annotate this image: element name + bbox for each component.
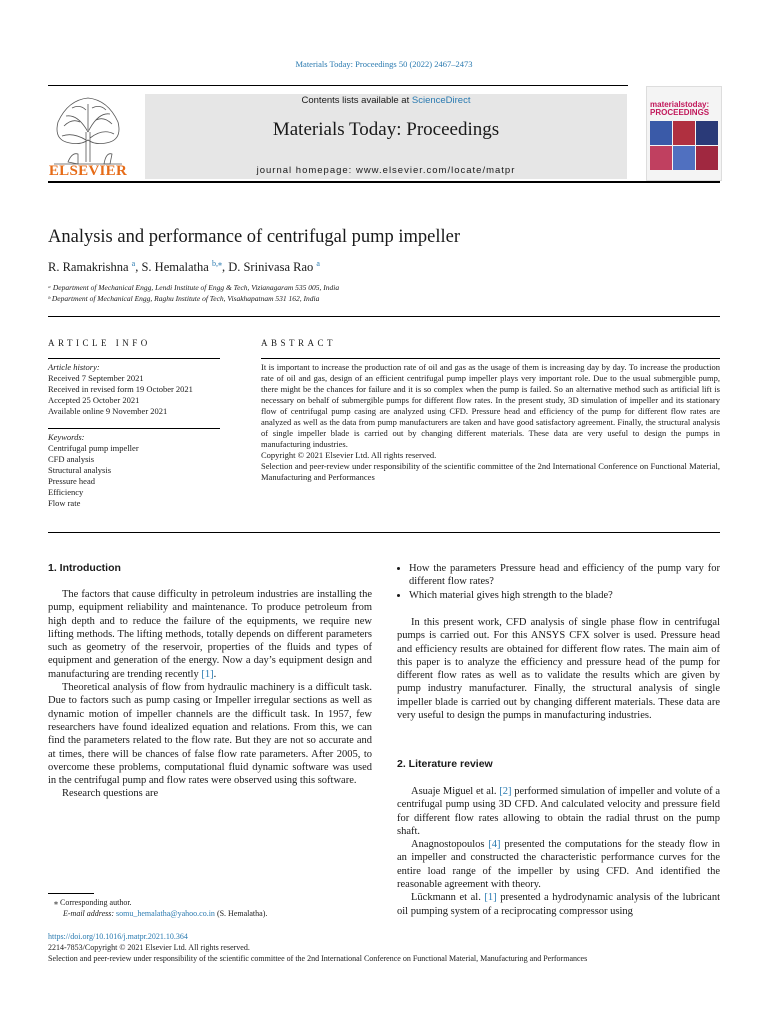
affiliation: ᵃ Department of Mechanical Engg, Lendi Institute of Engg & Tech, Vizianagaram 535 005, India <box>48 283 340 292</box>
text: Lückmann et al. <box>411 892 485 904</box>
divider <box>261 358 720 359</box>
text: presented a hydrodynamic analysis of the lubricant oil pumping system of a reciprocating compressor using <box>397 892 720 917</box>
header-divider <box>48 181 720 183</box>
sciencedirect-link[interactable]: ScienceDirect <box>411 95 471 106</box>
citation-link[interactable]: [2] <box>499 786 512 797</box>
keyword: Centrifugal pump impeller <box>48 443 139 453</box>
paragraph: Research questions are <box>62 788 159 800</box>
section-heading-literature-review: 2. Literature review <box>397 758 493 770</box>
journal-homepage[interactable]: journal homepage: www.elsevier.com/locate/matpr <box>256 165 516 176</box>
introduction-body <box>48 588 372 801</box>
affiliation: ᵇ Department of Mechanical Engg, Raghu Institute of Tech, Visakhapatnam 531 162, India <box>48 294 320 303</box>
journal-cover-thumbnail[interactable] <box>646 86 722 181</box>
journal-reference-link[interactable]: Materials Today: Proceedings 50 (2022) 2467–2473 <box>295 59 473 69</box>
history-item: Received in revised form 19 October 2021 <box>48 384 193 394</box>
author-affiliation-mark[interactable]: a <box>316 259 320 268</box>
email-label: E-mail address: <box>63 909 117 918</box>
keyword: Pressure head <box>48 476 95 486</box>
author-name: S. Hemalatha <box>141 260 209 275</box>
paragraph: Theoretical analysis of flow from hydraulic machinery is a difficult task. Due to factors such as pump casing or Impeller irregular sections as well as dynamic motion of impeller channels are the difficult task. In 1957, few researchers have found idealized equation and relations. From this, we can find the parameters related to the flow rate. But they are not so accurate and at times, there will be chances of false flow rate parameters. After 2005, to overcome these problems, computational fluid dynamic software was used in the centrifugal pump and flow rates were observed using this software. <box>48 682 372 787</box>
history-item: Available online 9 November 2021 <box>48 406 168 416</box>
email-link[interactable]: somu_hemalatha@yahoo.co.in <box>116 909 215 918</box>
history-label: Article history: <box>48 362 100 372</box>
citation-link[interactable]: [1] <box>484 892 497 904</box>
article-history <box>48 362 228 417</box>
elsevier-wordmark: ELSEVIER <box>48 163 128 179</box>
author-list: R. Ramakrishna $^a$, S. Hemalatha $^{b,⁎}$, D. Srinivasa Rao $^a$ <box>48 259 320 275</box>
author-affiliation-mark[interactable]: b,⁎ <box>211 259 222 268</box>
footnote-rule <box>48 893 94 894</box>
text: Anagnostopoulos <box>411 839 489 851</box>
text: performed simulation of impeller and volute of a centrifugal pump using 3D CFD. And calculated velocity and pressure field for different flow rates allowing to obtain the radial thrust on the pump shaft. <box>397 786 720 837</box>
paragraph <box>397 838 720 891</box>
cover-title: materialstoday: PROCEEDINGS <box>650 100 710 117</box>
peer-review-note: Selection and peer-review under responsibility of the scientific committee of the 2nd International Conference on Functional Material, Manufacturing and Performances <box>48 954 588 963</box>
title-divider <box>48 316 720 317</box>
front-matter-divider <box>48 532 720 533</box>
article-info-heading: ARTICLE INFO <box>48 338 151 348</box>
list-item: • How the parameters Pressure head and efficiency of the pump vary for different flow rates? <box>409 562 720 589</box>
history-item: Received 7 September 2021 <box>48 373 144 383</box>
paper-title: Analysis and performance of centrifugal pump impeller <box>48 227 460 247</box>
paragraph <box>397 785 720 838</box>
paragraph: In this present work, CFD analysis of single phase flow in centrifugal pumps is carried out. For this ANSYS CFX solver is used. Pressure head and efficiency results are obtained for different flow rates. The main aim of this paper is to analyze the efficiency and pressure head of the pump for different flow rates as well as to validate the results which are given by pump industry manufacturer. Finally, the structural analysis of single impeller blade is carried out by changing different materials. These data are very useful to design the pumps in manufacturing industries. <box>397 617 720 722</box>
keywords-label: Keywords: <box>48 432 85 442</box>
author-name: D. Srinivasa Rao <box>228 260 314 275</box>
footnote-text: Corresponding author. <box>60 898 132 907</box>
keywords-list <box>48 432 228 509</box>
literature-review-body <box>397 785 720 918</box>
footnote-mark: ⁎ <box>54 898 58 907</box>
keyword: CFD analysis <box>48 454 95 464</box>
text: . <box>213 668 217 680</box>
text: presented the computations for the steady flow in an impeller and constructed the characteristic performance curves for the entire load range of the impeller by using CFD. And identified the reasonable agreement with theory. <box>397 839 720 891</box>
introduction-continued <box>397 616 720 722</box>
text: The factors that cause difficulty in petroleum industries are installing the pump, equipment reliability and maintenance. To produce petroleum from high depth and to reduce the failure of the equipments, we require new lifting methods. The lifting methods, totally depends on different parameters such as geometry of the reservoir, properties of the fluids and types of equipment and generation of the energy. Now a day’s equipment design and manufacturing are trending recently <box>48 589 372 680</box>
keyword: Flow rate <box>48 498 81 508</box>
issn-copyright: 2214-7853/Copyright © 2021 Elsevier Ltd. All rights reserved. <box>48 943 250 952</box>
email-owner: (S. Hemalatha). <box>214 909 268 918</box>
doi-link[interactable]: https://doi.org/10.1016/j.matpr.2021.10.364 <box>48 932 188 941</box>
corresponding-author-footnote <box>54 897 267 919</box>
paragraph <box>397 891 720 918</box>
header-rule <box>48 85 628 86</box>
text: Asuaje Miguel et al. <box>411 786 500 797</box>
abstract-heading: ABSTRACT <box>261 338 337 348</box>
citation-link[interactable]: [4] <box>488 839 501 851</box>
cover-artwork-icon <box>650 121 718 171</box>
contents-line <box>145 95 627 106</box>
author-affiliation-mark[interactable]: a <box>131 259 136 268</box>
abstract-selection-note: Selection and peer-review under responsibility of the scientific committee of the 2nd International Conference on Functional Material, Manufacturing and Performances <box>261 461 720 482</box>
abstract-body <box>261 362 720 483</box>
paragraph <box>48 588 372 681</box>
abstract-copyright: Copyright © 2021 Elsevier Ltd. All rights reserved. <box>261 450 437 460</box>
abstract-text: It is important to increase the production rate of oil and gas as the usage of them is increasing day by day. To increase the production rate of oil and gas, design of an efficient centrifugal pump impeller plays very important role. Due to the usual submergible pump, there might be the chances for failure and it is so complex when the pump is failed. So an alternative method such as artificial lift is necessary on behalf of submergible pumps for different flow rates. In the present study, 3D simulation of impeller and its stationary flow of centrifugal pump casing are analyzed using CFD. Pressure head and efficiency of the pump for different flow rates are analyzed as well as the data from pump manufacturers are taken and have good satisfactory agreement. Finally, the structural analysis of single impeller blade is carried out by changing different materials. These data are very useful to design the pumps in manufacturing industries. <box>261 362 720 449</box>
journal-title: Materials Today: Proceedings <box>272 119 500 140</box>
research-questions-list <box>397 562 720 602</box>
author-name: R. Ramakrishna <box>48 260 129 275</box>
keyword: Efficiency <box>48 487 84 497</box>
divider <box>48 358 220 359</box>
divider <box>48 428 220 429</box>
citation-link[interactable]: [1] <box>201 668 214 680</box>
list-item: • Which material gives high strength to the blade? <box>409 589 720 602</box>
section-heading-introduction: 1. Introduction <box>48 562 121 574</box>
keyword: Structural analysis <box>48 465 112 475</box>
history-item: Accepted 25 October 2021 <box>48 395 140 405</box>
contents-prefix: Contents lists available at <box>301 95 412 106</box>
